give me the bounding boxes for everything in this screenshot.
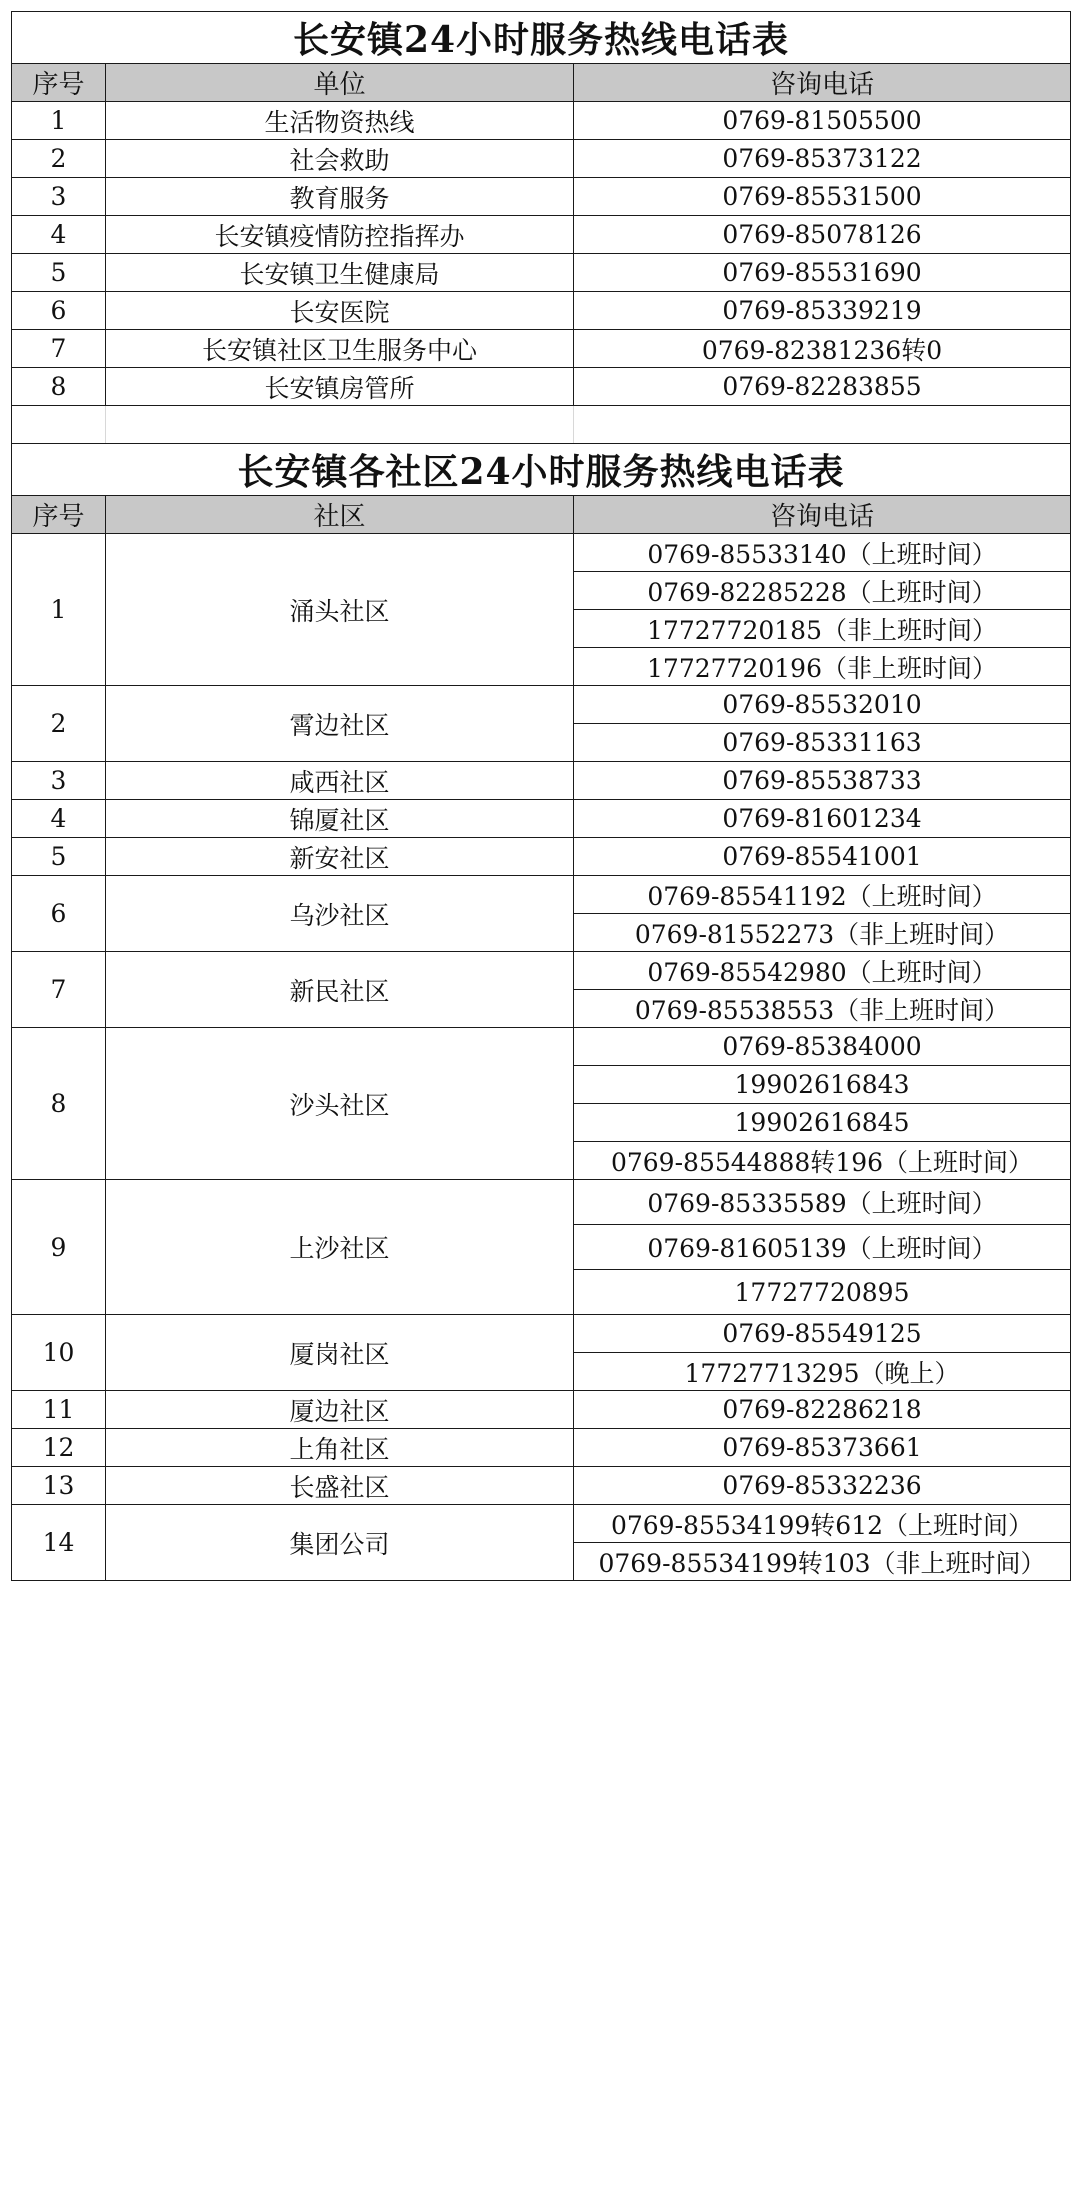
table2-row — [12, 952, 1071, 990]
unit-name: 长安镇疫情防控指挥办 — [106, 216, 574, 254]
phone-number: 17727720196（非上班时间） — [574, 648, 1071, 686]
table2-row — [12, 1467, 1071, 1505]
community-name: 新安社区 — [106, 838, 574, 876]
community-name: 上沙社区 — [106, 1180, 574, 1315]
row-number: 4 — [12, 800, 106, 838]
row-number: 13 — [12, 1467, 106, 1505]
table1-header-phone: 咨询电话 — [574, 64, 1071, 102]
table2-title: 长安镇各社区24小时服务热线电话表 — [12, 444, 1071, 496]
phone-number: 0769-82381236转0 — [574, 330, 1071, 368]
table2-row — [12, 686, 1071, 724]
table1-row — [12, 178, 1071, 216]
row-number: 1 — [12, 534, 106, 686]
unit-name: 长安镇卫生健康局 — [106, 254, 574, 292]
community-name: 锦厦社区 — [106, 800, 574, 838]
row-number: 14 — [12, 1505, 106, 1581]
phone-number: 0769-82286218 — [574, 1391, 1071, 1429]
phone-number: 0769-81505500 — [574, 102, 1071, 140]
unit-name: 社会救助 — [106, 140, 574, 178]
community-name: 乌沙社区 — [106, 876, 574, 952]
row-number: 9 — [12, 1180, 106, 1315]
row-number: 12 — [12, 1429, 106, 1467]
phone-number: 19902616845 — [574, 1104, 1071, 1142]
unit-name: 长安镇房管所 — [106, 368, 574, 406]
table-spacer-row — [12, 406, 1071, 444]
table1-row — [12, 330, 1071, 368]
phone-number: 0769-85532010 — [574, 686, 1071, 724]
table1-header-no: 序号 — [12, 64, 106, 102]
community-name: 长盛社区 — [106, 1467, 574, 1505]
community-name: 上角社区 — [106, 1429, 574, 1467]
phone-number: 0769-85331163 — [574, 724, 1071, 762]
unit-name: 长安镇社区卫生服务中心 — [106, 330, 574, 368]
phone-number: 0769-85531690 — [574, 254, 1071, 292]
community-name: 霄边社区 — [106, 686, 574, 762]
row-number: 5 — [12, 254, 106, 292]
community-name: 咸西社区 — [106, 762, 574, 800]
table1-title-row — [12, 12, 1071, 64]
table2-header-row — [12, 496, 1071, 534]
phone-number: 0769-85531500 — [574, 178, 1071, 216]
phone-number: 0769-85538733 — [574, 762, 1071, 800]
table2-row — [12, 838, 1071, 876]
row-number: 2 — [12, 686, 106, 762]
row-number: 5 — [12, 838, 106, 876]
table1-row — [12, 216, 1071, 254]
phone-number: 17727713295（晚上） — [574, 1353, 1071, 1391]
phone-number: 0769-85542980（上班时间） — [574, 952, 1071, 990]
row-number: 1 — [12, 102, 106, 140]
hotline-table — [11, 11, 1071, 1581]
phone-number: 0769-85373122 — [574, 140, 1071, 178]
phone-number: 0769-85534199转612（上班时间） — [574, 1505, 1071, 1543]
table2-row — [12, 534, 1071, 572]
document-page — [11, 11, 1070, 1581]
spacer-cell — [12, 406, 106, 444]
phone-number: 0769-85335589（上班时间） — [574, 1180, 1071, 1225]
table1-row — [12, 292, 1071, 330]
hotline-table-body — [12, 12, 1071, 1581]
phone-number: 0769-85332236 — [574, 1467, 1071, 1505]
table2-row — [12, 876, 1071, 914]
community-name: 新民社区 — [106, 952, 574, 1028]
phone-number: 0769-85549125 — [574, 1315, 1071, 1353]
table2-header-no: 序号 — [12, 496, 106, 534]
phone-number: 0769-85534199转103（非上班时间） — [574, 1543, 1071, 1581]
row-number: 7 — [12, 952, 106, 1028]
table1-row — [12, 140, 1071, 178]
community-name: 集团公司 — [106, 1505, 574, 1581]
phone-number: 0769-81605139（上班时间） — [574, 1225, 1071, 1270]
table2-row — [12, 762, 1071, 800]
phone-number: 0769-85541001 — [574, 838, 1071, 876]
table2-row — [12, 1391, 1071, 1429]
table2-row — [12, 800, 1071, 838]
row-number: 8 — [12, 1028, 106, 1180]
spacer-cell — [574, 406, 1071, 444]
table1-title: 长安镇24小时服务热线电话表 — [12, 12, 1071, 64]
table2-title-row — [12, 444, 1071, 496]
table1-row — [12, 102, 1071, 140]
table2-row — [12, 1315, 1071, 1353]
community-name: 沙头社区 — [106, 1028, 574, 1180]
row-number: 8 — [12, 368, 106, 406]
phone-number: 0769-85544888转196（上班时间） — [574, 1142, 1071, 1180]
community-name: 厦岗社区 — [106, 1315, 574, 1391]
row-number: 3 — [12, 762, 106, 800]
row-number: 2 — [12, 140, 106, 178]
table1-row — [12, 254, 1071, 292]
table1-row — [12, 368, 1071, 406]
phone-number: 0769-85533140（上班时间） — [574, 534, 1071, 572]
table1-header-unit: 单位 — [106, 64, 574, 102]
phone-number: 0769-82285228（上班时间） — [574, 572, 1071, 610]
spacer-cell — [106, 406, 574, 444]
unit-name: 长安医院 — [106, 292, 574, 330]
phone-number: 0769-81601234 — [574, 800, 1071, 838]
table2-header-phone: 咨询电话 — [574, 496, 1071, 534]
phone-number: 0769-81552273（非上班时间） — [574, 914, 1071, 952]
phone-number: 0769-85373661 — [574, 1429, 1071, 1467]
phone-number: 0769-82283855 — [574, 368, 1071, 406]
row-number: 6 — [12, 292, 106, 330]
row-number: 4 — [12, 216, 106, 254]
phone-number: 0769-85538553（非上班时间） — [574, 990, 1071, 1028]
table2-row — [12, 1429, 1071, 1467]
table2-header-community: 社区 — [106, 496, 574, 534]
phone-number: 17727720895 — [574, 1270, 1071, 1315]
row-number: 6 — [12, 876, 106, 952]
phone-number: 0769-85339219 — [574, 292, 1071, 330]
unit-name: 生活物资热线 — [106, 102, 574, 140]
table2-row — [12, 1505, 1071, 1543]
phone-number: 0769-85541192（上班时间） — [574, 876, 1071, 914]
table2-row — [12, 1028, 1071, 1066]
community-name: 厦边社区 — [106, 1391, 574, 1429]
phone-number: 0769-85384000 — [574, 1028, 1071, 1066]
row-number: 7 — [12, 330, 106, 368]
row-number: 3 — [12, 178, 106, 216]
phone-number: 19902616843 — [574, 1066, 1071, 1104]
table1-header-row — [12, 64, 1071, 102]
community-name: 涌头社区 — [106, 534, 574, 686]
phone-number: 0769-85078126 — [574, 216, 1071, 254]
table2-row — [12, 1180, 1071, 1225]
row-number: 10 — [12, 1315, 106, 1391]
unit-name: 教育服务 — [106, 178, 574, 216]
phone-number: 17727720185（非上班时间） — [574, 610, 1071, 648]
row-number: 11 — [12, 1391, 106, 1429]
